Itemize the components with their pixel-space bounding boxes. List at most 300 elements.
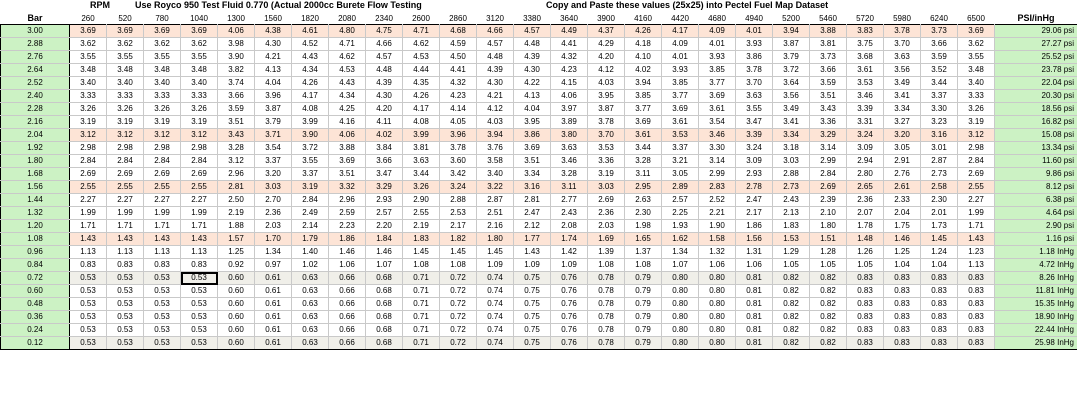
value-cell[interactable]: 4.30 xyxy=(255,38,292,51)
value-cell[interactable]: 3.69 xyxy=(625,116,662,129)
value-cell[interactable]: 2.33 xyxy=(884,194,921,207)
value-cell[interactable]: 0.61 xyxy=(255,311,292,324)
value-cell[interactable]: 4.39 xyxy=(514,51,551,64)
bar-cell[interactable]: 2.04 xyxy=(1,129,70,142)
value-cell[interactable]: 4.43 xyxy=(292,51,329,64)
value-cell[interactable]: 0.63 xyxy=(292,311,329,324)
value-cell[interactable]: 3.19 xyxy=(958,116,995,129)
value-cell[interactable]: 3.87 xyxy=(255,103,292,116)
value-cell[interactable]: 1.82 xyxy=(440,233,477,246)
value-cell[interactable]: 3.61 xyxy=(847,64,884,77)
value-cell[interactable]: 3.63 xyxy=(736,90,773,103)
value-cell[interactable]: 0.71 xyxy=(403,311,440,324)
value-cell[interactable]: 1.07 xyxy=(662,259,699,272)
value-cell[interactable]: 0.68 xyxy=(366,311,403,324)
value-cell[interactable]: 2.69 xyxy=(588,194,625,207)
value-cell[interactable]: 4.21 xyxy=(477,90,514,103)
value-cell[interactable]: 3.26 xyxy=(107,103,144,116)
psi-cell[interactable]: 16.82 psi xyxy=(995,116,1077,129)
value-cell[interactable]: 4.01 xyxy=(699,38,736,51)
value-cell[interactable]: 4.01 xyxy=(736,25,773,38)
value-cell[interactable]: 3.85 xyxy=(699,64,736,77)
value-cell[interactable]: 0.80 xyxy=(699,324,736,337)
value-cell[interactable]: 3.44 xyxy=(921,77,958,90)
value-cell[interactable]: 3.66 xyxy=(921,38,958,51)
value-cell[interactable]: 1.71 xyxy=(958,220,995,233)
value-cell[interactable]: 0.97 xyxy=(255,259,292,272)
value-cell[interactable]: 1.04 xyxy=(884,259,921,272)
value-cell[interactable]: 0.53 xyxy=(181,285,218,298)
value-cell[interactable]: 1.99 xyxy=(181,207,218,220)
value-cell[interactable]: 3.73 xyxy=(810,51,847,64)
psi-cell[interactable]: 29.06 psi xyxy=(995,25,1077,38)
value-cell[interactable]: 1.02 xyxy=(292,259,329,272)
value-cell[interactable]: 3.94 xyxy=(773,25,810,38)
value-cell[interactable]: 3.34 xyxy=(514,168,551,181)
value-cell[interactable]: 2.59 xyxy=(329,207,366,220)
value-cell[interactable]: 2.27 xyxy=(958,194,995,207)
value-cell[interactable]: 1.53 xyxy=(773,233,810,246)
value-cell[interactable]: 4.06 xyxy=(551,90,588,103)
value-cell[interactable]: 3.34 xyxy=(884,103,921,116)
value-cell[interactable]: 2.27 xyxy=(70,194,107,207)
value-cell[interactable]: 4.62 xyxy=(329,51,366,64)
value-cell[interactable]: 3.12 xyxy=(181,129,218,142)
value-cell[interactable]: 3.56 xyxy=(773,90,810,103)
value-cell[interactable]: 0.83 xyxy=(958,285,995,298)
value-cell[interactable]: 0.78 xyxy=(588,298,625,311)
value-cell[interactable]: 0.83 xyxy=(847,298,884,311)
bar-cell[interactable]: 0.72 xyxy=(1,272,70,285)
value-cell[interactable]: 2.84 xyxy=(107,155,144,168)
value-cell[interactable]: 3.23 xyxy=(921,116,958,129)
value-cell[interactable]: 0.74 xyxy=(477,298,514,311)
value-cell[interactable]: 3.81 xyxy=(810,38,847,51)
bar-cell[interactable]: 2.76 xyxy=(1,51,70,64)
value-cell[interactable]: 1.43 xyxy=(107,233,144,246)
value-cell[interactable]: 4.80 xyxy=(329,25,366,38)
value-cell[interactable]: 4.09 xyxy=(662,38,699,51)
value-cell[interactable]: 0.80 xyxy=(699,337,736,350)
value-cell[interactable]: 0.53 xyxy=(181,324,218,337)
value-cell[interactable]: 3.78 xyxy=(588,116,625,129)
value-cell[interactable]: 3.09 xyxy=(736,155,773,168)
value-cell[interactable]: 3.69 xyxy=(70,25,107,38)
value-cell[interactable]: 0.53 xyxy=(107,337,144,350)
value-cell[interactable]: 4.39 xyxy=(366,77,403,90)
value-cell[interactable]: 3.77 xyxy=(662,90,699,103)
value-cell[interactable]: 3.79 xyxy=(255,116,292,129)
value-cell[interactable]: 0.80 xyxy=(699,298,736,311)
value-cell[interactable]: 4.18 xyxy=(625,38,662,51)
value-cell[interactable]: 2.30 xyxy=(921,194,958,207)
value-cell[interactable]: 1.83 xyxy=(403,233,440,246)
value-cell[interactable]: 1.57 xyxy=(218,233,255,246)
value-cell[interactable]: 3.81 xyxy=(403,142,440,155)
value-cell[interactable]: 0.60 xyxy=(218,324,255,337)
value-cell[interactable]: 0.72 xyxy=(440,272,477,285)
value-cell[interactable]: 0.80 xyxy=(662,337,699,350)
value-cell[interactable]: 2.55 xyxy=(403,207,440,220)
value-cell[interactable]: 0.83 xyxy=(921,272,958,285)
value-cell[interactable]: 3.59 xyxy=(921,51,958,64)
value-cell[interactable]: 4.44 xyxy=(403,64,440,77)
value-cell[interactable]: 3.03 xyxy=(773,155,810,168)
value-cell[interactable]: 0.80 xyxy=(699,285,736,298)
value-cell[interactable]: 0.83 xyxy=(958,324,995,337)
value-cell[interactable]: 0.74 xyxy=(477,272,514,285)
value-cell[interactable]: 3.69 xyxy=(958,25,995,38)
value-cell[interactable]: 1.99 xyxy=(107,207,144,220)
value-cell[interactable]: 3.61 xyxy=(699,103,736,116)
value-cell[interactable]: 0.83 xyxy=(847,337,884,350)
value-cell[interactable]: 4.13 xyxy=(255,64,292,77)
value-cell[interactable]: 4.20 xyxy=(588,51,625,64)
value-cell[interactable]: 1.45 xyxy=(440,246,477,259)
value-cell[interactable]: 3.51 xyxy=(218,116,255,129)
value-cell[interactable]: 3.34 xyxy=(773,129,810,142)
value-cell[interactable]: 0.66 xyxy=(329,311,366,324)
value-cell[interactable]: 3.86 xyxy=(514,129,551,142)
value-cell[interactable]: 3.41 xyxy=(773,116,810,129)
value-cell[interactable]: 0.82 xyxy=(810,324,847,337)
value-cell[interactable]: 3.28 xyxy=(625,155,662,168)
value-cell[interactable]: 0.66 xyxy=(329,324,366,337)
value-cell[interactable]: 3.99 xyxy=(403,129,440,142)
value-cell[interactable]: 1.46 xyxy=(366,246,403,259)
value-cell[interactable]: 3.85 xyxy=(625,90,662,103)
value-cell[interactable]: 0.68 xyxy=(366,285,403,298)
value-cell[interactable]: 0.60 xyxy=(218,285,255,298)
value-cell[interactable]: 3.54 xyxy=(255,142,292,155)
value-cell[interactable]: 0.63 xyxy=(292,337,329,350)
value-cell[interactable]: 1.46 xyxy=(884,233,921,246)
value-cell[interactable]: 0.83 xyxy=(958,272,995,285)
value-cell[interactable]: 3.33 xyxy=(70,90,107,103)
value-cell[interactable]: 4.22 xyxy=(514,77,551,90)
value-cell[interactable]: 3.93 xyxy=(699,51,736,64)
value-cell[interactable]: 0.83 xyxy=(884,298,921,311)
value-cell[interactable]: 1.32 xyxy=(699,246,736,259)
value-cell[interactable]: 2.96 xyxy=(329,194,366,207)
psi-cell[interactable]: 15.08 psi xyxy=(995,129,1077,142)
value-cell[interactable]: 0.78 xyxy=(588,337,625,350)
value-cell[interactable]: 1.29 xyxy=(773,246,810,259)
value-cell[interactable]: 0.63 xyxy=(292,285,329,298)
value-cell[interactable]: 2.99 xyxy=(810,155,847,168)
value-cell[interactable]: 3.99 xyxy=(292,116,329,129)
value-cell[interactable]: 4.34 xyxy=(329,90,366,103)
value-cell[interactable]: 1.58 xyxy=(699,233,736,246)
value-cell[interactable]: 2.52 xyxy=(699,194,736,207)
value-cell[interactable]: 3.43 xyxy=(218,129,255,142)
value-cell[interactable]: 2.20 xyxy=(366,220,403,233)
value-cell[interactable]: 3.37 xyxy=(255,155,292,168)
value-cell[interactable]: 2.69 xyxy=(144,168,181,181)
value-cell[interactable]: 0.53 xyxy=(70,272,107,285)
value-cell[interactable]: 3.12 xyxy=(218,155,255,168)
value-cell[interactable]: 3.37 xyxy=(921,90,958,103)
value-cell[interactable]: 2.88 xyxy=(773,168,810,181)
value-cell[interactable]: 0.71 xyxy=(403,298,440,311)
value-cell[interactable]: 0.83 xyxy=(884,324,921,337)
value-cell[interactable]: 2.04 xyxy=(884,207,921,220)
value-cell[interactable]: 2.19 xyxy=(403,220,440,233)
value-cell[interactable]: 0.79 xyxy=(625,337,662,350)
value-cell[interactable]: 4.30 xyxy=(477,77,514,90)
value-cell[interactable]: 3.16 xyxy=(921,129,958,142)
value-cell[interactable]: 0.82 xyxy=(810,272,847,285)
value-cell[interactable]: 2.80 xyxy=(847,168,884,181)
value-cell[interactable]: 3.93 xyxy=(736,38,773,51)
value-cell[interactable]: 3.46 xyxy=(699,129,736,142)
value-cell[interactable]: 1.28 xyxy=(810,246,847,259)
value-cell[interactable]: 3.62 xyxy=(144,38,181,51)
value-cell[interactable]: 0.74 xyxy=(477,285,514,298)
value-cell[interactable]: 3.12 xyxy=(958,129,995,142)
value-cell[interactable]: 1.24 xyxy=(921,246,958,259)
value-cell[interactable]: 1.09 xyxy=(514,259,551,272)
value-cell[interactable]: 3.31 xyxy=(847,116,884,129)
psi-cell[interactable]: 25.52 psi xyxy=(995,51,1077,64)
value-cell[interactable]: 3.11 xyxy=(625,168,662,181)
value-cell[interactable]: 1.43 xyxy=(514,246,551,259)
psi-cell[interactable]: 13.34 psi xyxy=(995,142,1077,155)
value-cell[interactable]: 2.98 xyxy=(181,142,218,155)
value-cell[interactable]: 1.99 xyxy=(144,207,181,220)
bar-cell[interactable]: 1.44 xyxy=(1,194,70,207)
value-cell[interactable]: 1.93 xyxy=(662,220,699,233)
value-cell[interactable]: 0.81 xyxy=(736,298,773,311)
value-cell[interactable]: 3.63 xyxy=(551,142,588,155)
value-cell[interactable]: 0.79 xyxy=(625,285,662,298)
value-cell[interactable]: 3.62 xyxy=(107,38,144,51)
value-cell[interactable]: 1.80 xyxy=(810,220,847,233)
value-cell[interactable]: 1.71 xyxy=(107,220,144,233)
value-cell[interactable]: 1.42 xyxy=(551,246,588,259)
value-cell[interactable]: 1.43 xyxy=(70,233,107,246)
value-cell[interactable]: 1.08 xyxy=(588,259,625,272)
bar-cell[interactable]: 2.64 xyxy=(1,64,70,77)
psi-cell[interactable]: 11.60 psi xyxy=(995,155,1077,168)
psi-cell[interactable]: 18.90 InHg xyxy=(995,311,1077,324)
value-cell[interactable]: 4.12 xyxy=(477,103,514,116)
bar-cell[interactable]: 0.60 xyxy=(1,285,70,298)
value-cell[interactable]: 1.43 xyxy=(958,233,995,246)
value-cell[interactable]: 4.62 xyxy=(403,38,440,51)
value-cell[interactable]: 3.39 xyxy=(847,103,884,116)
value-cell[interactable]: 0.72 xyxy=(440,324,477,337)
value-cell[interactable]: 3.62 xyxy=(181,38,218,51)
psi-cell[interactable]: 9.86 psi xyxy=(995,168,1077,181)
value-cell[interactable]: 3.76 xyxy=(477,142,514,155)
value-cell[interactable]: 0.63 xyxy=(292,298,329,311)
bar-cell[interactable]: 0.84 xyxy=(1,259,70,272)
value-cell[interactable]: 0.53 xyxy=(144,298,181,311)
value-cell[interactable]: 2.13 xyxy=(773,207,810,220)
value-cell[interactable]: 3.33 xyxy=(958,90,995,103)
value-cell[interactable]: 2.89 xyxy=(662,181,699,194)
value-cell[interactable]: 2.84 xyxy=(958,155,995,168)
value-cell[interactable]: 3.93 xyxy=(662,64,699,77)
value-cell[interactable]: 3.48 xyxy=(70,64,107,77)
value-cell[interactable]: 2.83 xyxy=(699,181,736,194)
value-cell[interactable]: 2.53 xyxy=(440,207,477,220)
value-cell[interactable]: 1.86 xyxy=(736,220,773,233)
value-cell[interactable]: 0.53 xyxy=(107,324,144,337)
value-cell[interactable]: 4.66 xyxy=(366,38,403,51)
value-cell[interactable]: 3.64 xyxy=(773,77,810,90)
value-cell[interactable]: 4.30 xyxy=(366,90,403,103)
value-cell[interactable]: 3.37 xyxy=(662,142,699,155)
value-cell[interactable]: 2.55 xyxy=(958,181,995,194)
value-cell[interactable]: 0.82 xyxy=(810,285,847,298)
bar-cell[interactable]: 1.32 xyxy=(1,207,70,220)
value-cell[interactable]: 3.39 xyxy=(736,129,773,142)
value-cell[interactable]: 3.69 xyxy=(329,155,366,168)
value-cell[interactable]: 3.63 xyxy=(403,155,440,168)
value-cell[interactable]: 1.71 xyxy=(70,220,107,233)
value-cell[interactable]: 3.22 xyxy=(477,181,514,194)
value-cell[interactable]: 4.06 xyxy=(329,129,366,142)
value-cell[interactable]: 3.69 xyxy=(514,142,551,155)
value-cell[interactable]: 0.53 xyxy=(181,311,218,324)
value-cell[interactable]: 4.17 xyxy=(662,25,699,38)
value-cell[interactable]: 3.69 xyxy=(699,90,736,103)
value-cell[interactable]: 3.18 xyxy=(773,142,810,155)
value-cell[interactable]: 3.88 xyxy=(329,142,366,155)
value-cell[interactable]: 4.75 xyxy=(366,25,403,38)
psi-cell[interactable]: 11.81 InHg xyxy=(995,285,1077,298)
value-cell[interactable]: 3.85 xyxy=(662,77,699,90)
value-cell[interactable]: 3.90 xyxy=(292,129,329,142)
value-cell[interactable]: 0.61 xyxy=(255,337,292,350)
value-cell[interactable]: 1.83 xyxy=(773,220,810,233)
value-cell[interactable]: 0.83 xyxy=(847,324,884,337)
value-cell[interactable]: 3.66 xyxy=(366,155,403,168)
value-cell[interactable]: 3.51 xyxy=(329,168,366,181)
value-cell[interactable]: 0.75 xyxy=(514,298,551,311)
value-cell[interactable]: 3.78 xyxy=(440,142,477,155)
value-cell[interactable]: 2.08 xyxy=(551,220,588,233)
value-cell[interactable]: 0.83 xyxy=(958,298,995,311)
value-cell[interactable]: 0.66 xyxy=(329,337,366,350)
value-cell[interactable]: 1.06 xyxy=(699,259,736,272)
value-cell[interactable]: 0.79 xyxy=(625,324,662,337)
value-cell[interactable]: 0.75 xyxy=(514,324,551,337)
value-cell[interactable]: 0.60 xyxy=(218,298,255,311)
value-cell[interactable]: 3.96 xyxy=(440,129,477,142)
value-cell[interactable]: 0.81 xyxy=(736,324,773,337)
value-cell[interactable]: 4.48 xyxy=(366,64,403,77)
value-cell[interactable]: 0.63 xyxy=(292,272,329,285)
value-cell[interactable]: 2.17 xyxy=(736,207,773,220)
psi-cell[interactable]: 15.35 InHg xyxy=(995,298,1077,311)
value-cell[interactable]: 4.48 xyxy=(514,38,551,51)
value-cell[interactable]: 1.34 xyxy=(662,246,699,259)
value-cell[interactable]: 0.76 xyxy=(551,311,588,324)
value-cell[interactable]: 1.45 xyxy=(403,246,440,259)
value-cell[interactable]: 3.72 xyxy=(292,142,329,155)
bar-cell[interactable]: 1.92 xyxy=(1,142,70,155)
value-cell[interactable]: 4.03 xyxy=(477,116,514,129)
value-cell[interactable]: 1.13 xyxy=(70,246,107,259)
value-cell[interactable]: 4.04 xyxy=(255,77,292,90)
value-cell[interactable]: 2.94 xyxy=(847,155,884,168)
value-cell[interactable]: 3.32 xyxy=(329,181,366,194)
value-cell[interactable]: 3.70 xyxy=(736,77,773,90)
value-cell[interactable]: 3.69 xyxy=(144,25,181,38)
value-cell[interactable]: 4.37 xyxy=(588,25,625,38)
value-cell[interactable]: 2.95 xyxy=(625,181,662,194)
value-cell[interactable]: 2.50 xyxy=(218,194,255,207)
value-cell[interactable]: 0.82 xyxy=(810,311,847,324)
value-cell[interactable]: 2.14 xyxy=(292,220,329,233)
value-cell[interactable]: 3.69 xyxy=(107,25,144,38)
value-cell[interactable]: 0.53 xyxy=(70,324,107,337)
value-cell[interactable]: 3.40 xyxy=(477,168,514,181)
value-cell[interactable]: 4.48 xyxy=(477,51,514,64)
value-cell[interactable]: 0.80 xyxy=(662,324,699,337)
value-cell[interactable]: 3.84 xyxy=(366,142,403,155)
value-cell[interactable]: 0.53 xyxy=(181,337,218,350)
value-cell[interactable]: 4.26 xyxy=(403,90,440,103)
value-cell[interactable]: 0.83 xyxy=(884,285,921,298)
value-cell[interactable]: 1.62 xyxy=(662,233,699,246)
value-cell[interactable]: 3.55 xyxy=(181,51,218,64)
value-cell[interactable]: 1.74 xyxy=(551,233,588,246)
value-cell[interactable]: 3.88 xyxy=(810,25,847,38)
value-cell[interactable]: 2.55 xyxy=(70,181,107,194)
value-cell[interactable]: 0.53 xyxy=(70,285,107,298)
value-cell[interactable]: 2.55 xyxy=(107,181,144,194)
value-cell[interactable]: 1.71 xyxy=(144,220,181,233)
value-cell[interactable]: 2.36 xyxy=(588,207,625,220)
bar-cell[interactable]: 0.96 xyxy=(1,246,70,259)
value-cell[interactable]: 1.09 xyxy=(477,259,514,272)
value-cell[interactable]: 3.89 xyxy=(551,116,588,129)
value-cell[interactable]: 3.73 xyxy=(921,25,958,38)
value-cell[interactable]: 1.73 xyxy=(921,220,958,233)
value-cell[interactable]: 0.83 xyxy=(884,311,921,324)
value-cell[interactable]: 3.26 xyxy=(403,181,440,194)
value-cell[interactable]: 1.31 xyxy=(736,246,773,259)
value-cell[interactable]: 3.72 xyxy=(773,64,810,77)
value-cell[interactable]: 3.59 xyxy=(218,103,255,116)
value-cell[interactable]: 3.29 xyxy=(366,181,403,194)
value-cell[interactable]: 0.53 xyxy=(107,311,144,324)
value-cell[interactable]: 3.48 xyxy=(107,64,144,77)
value-cell[interactable]: 3.97 xyxy=(551,103,588,116)
value-cell[interactable]: 3.30 xyxy=(921,103,958,116)
value-cell[interactable]: 4.41 xyxy=(440,64,477,77)
value-cell[interactable]: 3.24 xyxy=(736,142,773,155)
value-cell[interactable]: 0.53 xyxy=(144,337,181,350)
value-cell[interactable]: 2.93 xyxy=(736,168,773,181)
value-cell[interactable]: 3.19 xyxy=(181,116,218,129)
value-cell[interactable]: 4.59 xyxy=(440,38,477,51)
value-cell[interactable]: 0.83 xyxy=(921,337,958,350)
value-cell[interactable]: 3.33 xyxy=(107,90,144,103)
value-cell[interactable]: 2.84 xyxy=(70,155,107,168)
value-cell[interactable]: 4.05 xyxy=(440,116,477,129)
psi-cell[interactable]: 4.72 InHg xyxy=(995,259,1077,272)
value-cell[interactable]: 0.81 xyxy=(736,285,773,298)
value-cell[interactable]: 4.57 xyxy=(477,38,514,51)
value-cell[interactable]: 1.40 xyxy=(292,246,329,259)
value-cell[interactable]: 2.84 xyxy=(181,155,218,168)
value-cell[interactable]: 3.71 xyxy=(255,129,292,142)
